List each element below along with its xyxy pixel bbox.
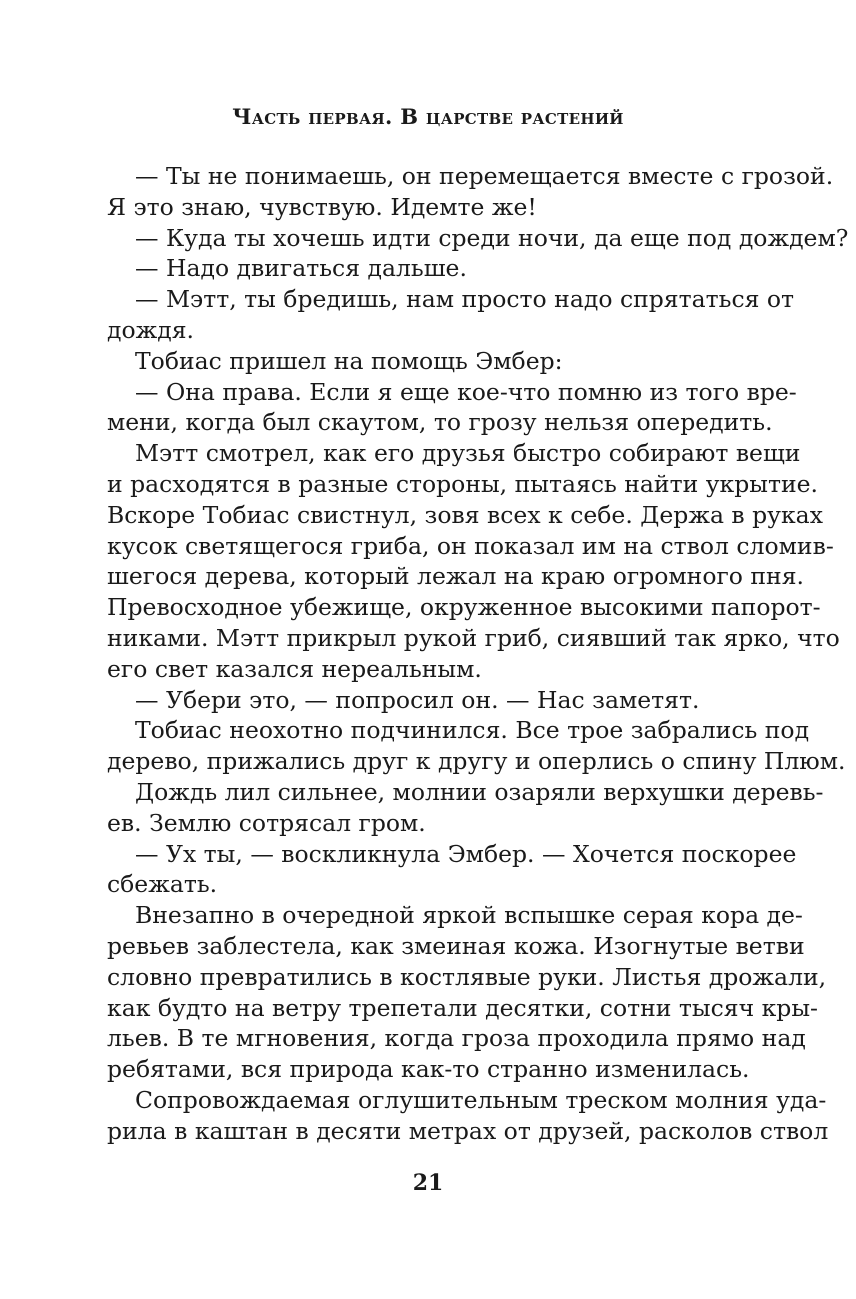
text-line: Тобиас неохотно подчинился. Все трое забрались под <box>135 716 810 745</box>
text-line: ребятами, вся природа как-то странно изменилась. <box>107 1055 750 1084</box>
text-line: Мэтт смотрел, как его друзья быстро собирают вещи <box>135 439 801 468</box>
text-line: — Убери это, — попросил он. — Нас заметят. <box>135 685 700 714</box>
text-line: кусок светящегося гриба, он показал им на ствол сломив- <box>107 531 834 560</box>
text-line: ев. Землю сотрясал гром. <box>107 808 426 837</box>
body-text <box>107 161 849 1147</box>
text-line: его свет казался нереальным. <box>107 654 482 683</box>
text-line: — Мэтт, ты бредишь, нам просто надо спрятаться от <box>135 285 795 314</box>
text-line: и расходятся в разные стороны, пытаясь найти укрытие. <box>107 469 819 498</box>
text-line: — Ты не понимаешь, он перемещается вместе с грозой. <box>135 162 834 190</box>
text-line: — Надо двигаться дальше. <box>135 254 467 283</box>
text-line: Сопровождаемая оглушительным треском молния уда- <box>135 1085 827 1114</box>
text-line: как будто на ветру трепетали десятки, сотни тысяч кры- <box>107 993 818 1022</box>
text-line: никами. Мэтт прикрыл рукой гриб, сиявший так ярко, что <box>107 623 840 652</box>
text-line: дождя. <box>107 315 195 344</box>
text-line: рила в каштан в десяти метрах от друзей, расколов ствол <box>107 1116 829 1145</box>
text-line: Я это знаю, чувствую. Идемте же! <box>107 192 537 221</box>
text-line: Тобиас пришел на помощь Эмбер: <box>135 346 563 375</box>
text-line: шегося дерева, который лежал на краю огромного пня. <box>107 562 805 591</box>
text-line: — Ух ты, — воскликнула Эмбер. — Хочется поскорее <box>135 839 797 868</box>
running-header: Часть первая. В царстве растений <box>232 104 624 129</box>
text-line: Превосходное убежище, окруженное высокими папорот- <box>107 593 821 622</box>
text-line: словно превратились в костлявые руки. Листья дрожали, <box>107 962 827 991</box>
text-line: льев. В те мгновения, когда гроза проходила прямо над <box>107 1024 806 1053</box>
text-line: ревьев заблестела, как змеиная кожа. Изогнутые ветви <box>107 931 805 960</box>
text-line: — Она права. Если я еще кое-что помню из того вре- <box>135 377 797 406</box>
text-line: мени, когда был скаутом, то грозу нельзя опередить. <box>107 408 773 437</box>
text-line: Внезапно в очередной яркой вспышке серая кора де- <box>135 901 803 930</box>
text-line: сбежать. <box>107 870 218 899</box>
text-line: дерево, прижались друг к другу и оперлись о спину Плюм. <box>107 747 846 776</box>
text-line: Вскоре Тобиас свистнул, зовя всех к себе. Держа в руках <box>107 500 823 529</box>
page-number: 21 <box>412 1170 444 1196</box>
text-line: — Куда ты хочешь идти среди ночи, да еще под дождем? <box>135 223 849 252</box>
text-line: Дождь лил сильнее, молнии озаряли верхушки деревь- <box>135 777 824 806</box>
